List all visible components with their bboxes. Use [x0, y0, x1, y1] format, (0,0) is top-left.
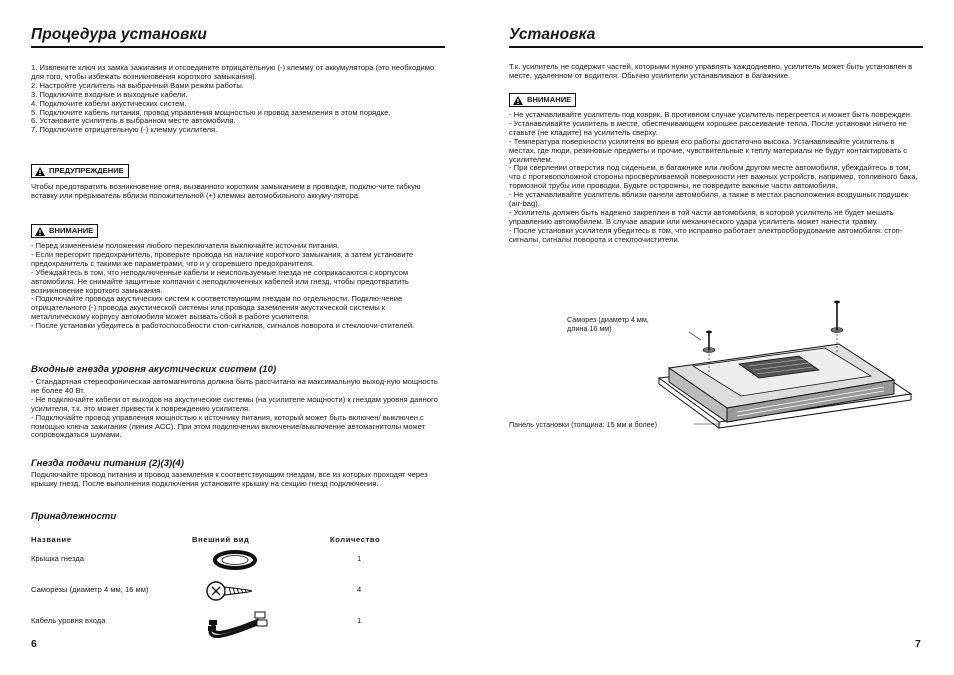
accessory-quantity: 1 [357, 616, 362, 625]
warning-label: ПРЕДУПРЕЖДЕНИЕ [49, 166, 124, 175]
list-item: - Не подключайте кабели от выходов на акустические системы (на усилителе мощности) к гнездам уровня данного усилителя, т.к. это может привести к повреждению усилителя. [31, 394, 438, 413]
page-number-right: 7 [915, 638, 921, 650]
list-item: 4. Подключите кабели акустических систем. [31, 98, 187, 108]
warning-badge [31, 164, 129, 178]
column-header-view: Внешний вид [192, 535, 250, 544]
caution-label: ВНИМАНИЕ [527, 95, 572, 104]
column-header-name: Название [31, 535, 72, 544]
screw-caption [567, 316, 687, 333]
list-item: - Температура поверхности усилителя во время его работы достаточно высока. Устанавливайте усилитель в местах, где люди, резиновые предметы и прочие, чувствительные к теплу материалы не будут контактировать с усилителем. [509, 136, 908, 164]
page-title-left: Процедура установки [31, 26, 207, 43]
list-item: - Усилитель должен быть надежно закреплен в той части автомобиля, в которой усилитель не будет мешать управлению автомобилем. В случае аварии или механического удара усилитель может нанести травму. [509, 207, 894, 226]
installation-diagram [649, 296, 919, 436]
screw-caption-line: Саморез (диаметр 4 мм, [567, 315, 649, 324]
list-item: - Подключайте провод управления мощностью к источнику питания, который может быть включен/ выключен с помощью ключа зажигания (линия ACC). При этом подключении включение/выключение автомагнитолы может сопровождаться шумами. [31, 412, 426, 440]
warning-triangle-icon [35, 227, 45, 236]
column-header-quantity: Количество [330, 535, 381, 544]
list-item: 2. Настройте усилитель на выбранный Вами режим работы. [31, 80, 244, 90]
caution-badge-right [509, 93, 576, 107]
steps-list [31, 64, 445, 135]
list-item: - Не устанавливайте усилитель под коврик. В противном случае усилитель перегреется и может быть поврежден. [509, 110, 913, 119]
socket-cover-icon [207, 549, 263, 571]
title-rule-left [31, 46, 445, 48]
caution-list-right [509, 111, 923, 245]
list-item: 7. Подключите отрицательную (-) клемму усилителя. [31, 125, 218, 135]
list-item: 6. Установите усилитель в выбранном месте автомобиля. [31, 116, 236, 126]
list-item: - Устанавливайте усилитель в месте, обеспечивающем хорошее рассеивание тепла. После установки ничего не ставьте (не кладите) на усилитель сверху. [509, 118, 907, 137]
caution-list-left [31, 242, 445, 331]
section-heading-accessories: Принадлежности [31, 511, 117, 522]
section-heading-speaker-inputs: Входные гнезда уровня акустических систем (10) [31, 364, 277, 375]
list-item: - При сверлении отверстия под сиденьем, в багажнике или любом другом месте автомобиля, убеждайтесь в том, что с противоположной стороны просверливаемой поверхности нет важных устройств, например, топливного бака, тормозной трубы или проводки. Будьте осторожны, не повредите важные части автомобиля. [509, 163, 918, 191]
screw-caption-line: длина 16 мм) [567, 323, 612, 333]
power-sockets-text: Подключайте провод питания и провод заземления к соответствующим гнездам, все из которых проходят через крышку гнезд. После выполнения подключения установите крышку на секцию гнезд подключения. [31, 470, 428, 488]
list-item: - Перед изменением положения любого переключателя выключайте источник питания. [31, 241, 340, 250]
list-item: - После установки усилителя убедитесь в том, что исправно работает электрооборудование автомобиля: стоп-сигналы, сигналы поворота и стеклоочистители. [509, 225, 903, 244]
list-item: - Если перегорит предохранитель, проверьте провода на наличие короткого замыкания, а затем установите предохранитель с такими же параметрами, что и у сгоревшего предохранителя. [31, 249, 414, 268]
speaker-inputs-list [31, 378, 445, 440]
accessory-quantity: 4 [357, 585, 362, 594]
warning-text: Чтобы предотвратить возникновение огня, вызванного коротким замыканием в проводке, подклю-чите гибкую вставку или прерыватель вблизи положительной (+) клеммы автомобильного аккуму-лятора. [31, 182, 421, 200]
screw-icon [204, 578, 254, 604]
accessory-name: Саморезы (диаметр 4 мм, 16 мм) [31, 585, 149, 594]
warning-triangle-icon [35, 167, 45, 176]
accessory-quantity: 1 [357, 554, 362, 563]
panel-caption: Панель установки (толщина: 15 мм и более) [509, 420, 658, 429]
list-item: - Убеждайтесь в том, что неподключенные кабели и неиспользуемые гнезда не соприкасаются с корпусом автомобиля. Не снимайте защитные колпачки с неподключенных кабелей или гнезд, чтобы предотвратить возникновение короткого замыкания. [31, 267, 409, 295]
warning-triangle-icon [513, 96, 523, 105]
accessory-name: Кабель уровня входа [31, 616, 106, 625]
list-item: 1. Извлеките ключ из замка зажигания и отсоедините отрицательную (-) клемму от аккумулятора (это необходимо для того, чтобы избежать возникновения короткого замыкания). [31, 63, 435, 81]
section-heading-power-sockets: Гнезда подачи питания (2)(3)(4) [31, 458, 184, 469]
caution-label: ВНИМАНИЕ [49, 226, 94, 235]
caution-badge-left [31, 224, 98, 238]
list-item: - После установки убедитесь в работоспособности стоп-сигналов, сигналов поворота и стеклоочи-стителей. [31, 321, 415, 331]
title-rule-right [509, 46, 923, 48]
accessory-name: Крышка гнезда [31, 554, 85, 563]
list-item: 3. Подключите входные и выходные кабели. [31, 89, 188, 99]
list-item: - Подключайте провода акустических систем к соответствующим гнездам по отдельности. Подклю-чение отрицательного (-) провода акустической системы или провода заземления акустической системы к металлическому корпусу автомобиля может вызвать сбой в работе усилителя. [31, 294, 403, 322]
input-cable-icon [203, 606, 269, 640]
page-title-right: Установка [509, 26, 596, 43]
list-item: 5. Подключите кабель питания, провод управления мощностью и провод заземления в этом порядке. [31, 107, 391, 117]
intro-text: Т.к. усилитель не содержит частей, которыми нужно управлять каждодневно, усилитель может быть установлен в месте, удаленном от водителя. Обычно усилители устанавливают в багажнике. [509, 62, 913, 80]
list-item: - Не устанавливайте усилитель вблизи панели автомобиля, а также в местах расположения воздушных подушек (air-bag). [509, 190, 909, 209]
list-item: - Стандартная стереофоническая автомагнитола должна быть рассчитана на максимальную выход-ную мощность не более 40 Вт. [31, 377, 438, 395]
page-number-left: 6 [31, 638, 37, 650]
